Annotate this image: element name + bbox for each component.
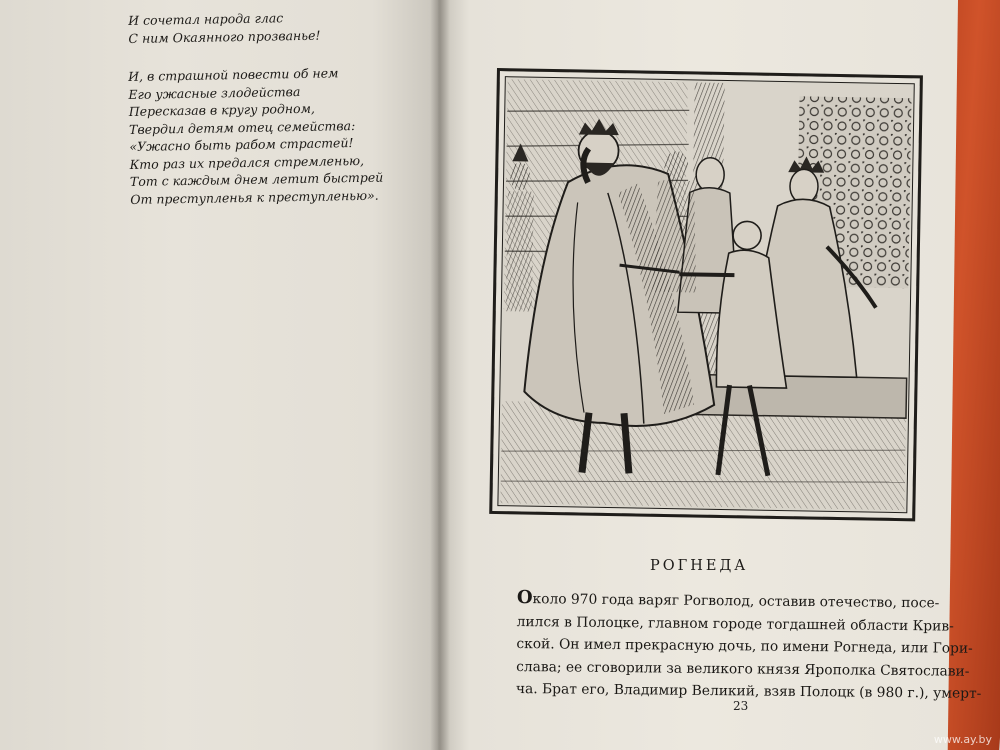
text-line: ча. Брат его, Владимир Великий, взяв Полоцк (в 980 г.), умерт- [515,680,982,702]
poem-line: От преступленья к преступленью». [130,187,379,207]
poem-line: Пересказав в кругу родном, [128,100,316,119]
text-line-content: коло 970 года варяг Рогволод, оставив отечество, посе- [532,591,940,612]
poem-line: Его ужасные злодейства [128,83,301,102]
poem-stanza-1 [128,9,321,47]
poem-line: И сочетал народа глас [128,10,284,28]
engraving-illustration [489,68,923,521]
drop-cap: О [516,587,533,609]
text-line: ской. Он имел прекрасную дочь, по имени Рогнеда, или Гори- [516,635,973,657]
engraving-drawing [492,71,920,518]
chapter-title: РОГНЕДА [650,558,749,574]
page-number: 23 [733,699,749,713]
poem-line: Твердил детям отец семейства: [128,117,356,137]
poem-line: С ним Окаянного прозванье! [128,27,321,46]
poem-line: Тот с каждым днем летит быстрей [129,169,384,189]
poem-line: «Ужасно быть рабом страстей! [129,135,354,154]
poem-stanza-2 [128,64,384,208]
text-line: лился в Полоцке, главном городе тогдашней области Крив- [516,613,954,635]
poem-line: Кто раз их предался стремленью, [129,152,365,172]
watermark: www.ay.by [933,733,992,746]
chapter-text [515,587,982,705]
poem-line: И, в страшной повести об нем [128,65,339,84]
book-gutter [430,0,450,750]
text-line: слава; ее сговорили за великого князя Ярополка Святослави- [516,658,970,680]
